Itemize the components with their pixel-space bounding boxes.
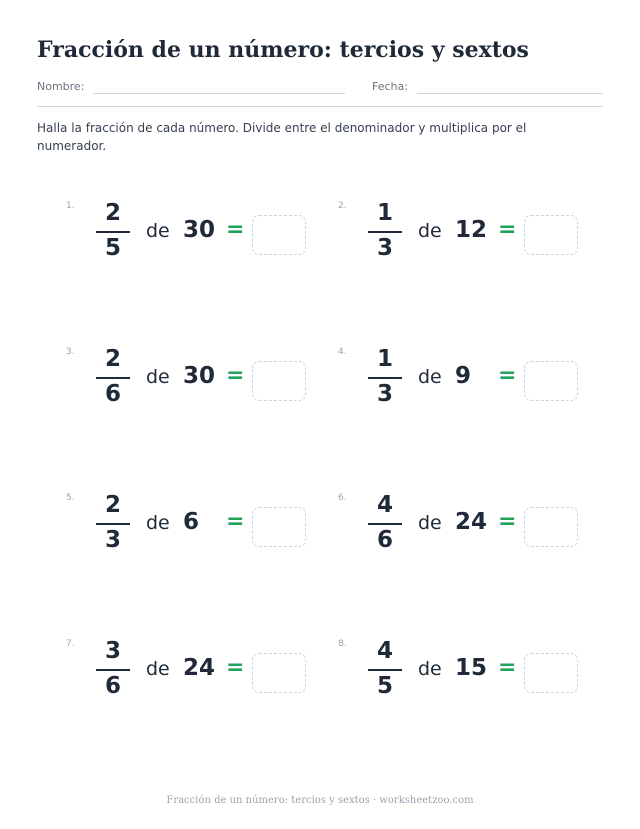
- equals-sign: =: [226, 655, 245, 680]
- problem-2: [338, 201, 598, 281]
- denominator: 6: [376, 527, 393, 553]
- numerator: 4: [376, 638, 393, 664]
- name-date-row: [37, 80, 603, 96]
- numerator: 3: [104, 638, 121, 664]
- fraction-bar: [368, 231, 402, 233]
- name-label: Nombre:: [37, 80, 85, 93]
- equals-sign: =: [498, 217, 517, 242]
- problem-7: [66, 639, 326, 719]
- denominator: 6: [104, 673, 121, 699]
- whole-number: 9: [455, 363, 472, 389]
- fraction-bar: [96, 523, 130, 525]
- problem-5: [66, 493, 326, 573]
- problem-6: [338, 493, 598, 573]
- whole-number: 12: [455, 217, 488, 243]
- answer-box[interactable]: [524, 361, 578, 401]
- fraction-bar: [96, 231, 130, 233]
- problem-number: 5.: [66, 493, 75, 503]
- denominator: 5: [376, 673, 393, 699]
- answer-box[interactable]: [252, 215, 306, 255]
- problem-number: 4.: [338, 347, 347, 357]
- whole-number: 30: [183, 363, 216, 389]
- problem-number: 2.: [338, 201, 347, 211]
- connector-de: de: [146, 658, 170, 680]
- equals-sign: =: [226, 363, 245, 388]
- problem-3: [66, 347, 326, 427]
- numerator: 2: [104, 346, 121, 372]
- fraction-bar: [368, 669, 402, 671]
- answer-box[interactable]: [524, 507, 578, 547]
- fraction-bar: [96, 377, 130, 379]
- fraction-bar: [96, 669, 130, 671]
- equals-sign: =: [226, 509, 245, 534]
- numerator: 1: [376, 346, 393, 372]
- whole-number: 24: [455, 509, 488, 535]
- connector-de: de: [418, 366, 442, 388]
- problem-4: [338, 347, 598, 427]
- answer-box[interactable]: [252, 361, 306, 401]
- connector-de: de: [418, 658, 442, 680]
- denominator: 3: [376, 381, 393, 407]
- answer-box[interactable]: [524, 215, 578, 255]
- numerator: 1: [376, 200, 393, 226]
- numerator: 2: [104, 492, 121, 518]
- numerator: 2: [104, 200, 121, 226]
- numerator: 4: [376, 492, 393, 518]
- problem-number: 7.: [66, 639, 75, 649]
- equals-sign: =: [498, 509, 517, 534]
- problem-number: 1.: [66, 201, 75, 211]
- fraction-bar: [368, 377, 402, 379]
- problem-number: 8.: [338, 639, 347, 649]
- header-divider: [37, 106, 603, 107]
- date-label: Fecha:: [372, 80, 408, 93]
- answer-box[interactable]: [524, 653, 578, 693]
- footer: Fracción de un número: tercios y sextos · worksheetzoo.com: [166, 795, 474, 806]
- denominator: 5: [104, 235, 121, 261]
- connector-de: de: [146, 512, 170, 534]
- connector-de: de: [146, 366, 170, 388]
- whole-number: 24: [183, 655, 216, 681]
- date-field[interactable]: [417, 93, 603, 94]
- denominator: 3: [104, 527, 121, 553]
- whole-number: 30: [183, 217, 216, 243]
- name-field[interactable]: [93, 93, 345, 94]
- connector-de: de: [418, 220, 442, 242]
- equals-sign: =: [226, 217, 245, 242]
- connector-de: de: [146, 220, 170, 242]
- whole-number: 15: [455, 655, 488, 681]
- whole-number: 6: [183, 509, 200, 535]
- instructions: Halla la fracción de cada número. Divide entre el denominador y multiplica por el numerador.: [37, 121, 527, 153]
- problem-number: 3.: [66, 347, 75, 357]
- problem-number: 6.: [338, 493, 347, 503]
- problem-8: [338, 639, 598, 719]
- answer-box[interactable]: [252, 507, 306, 547]
- equals-sign: =: [498, 363, 517, 388]
- connector-de: de: [418, 512, 442, 534]
- problem-1: [66, 201, 326, 281]
- worksheet-title: Fracción de un número: tercios y sextos: [37, 37, 529, 63]
- answer-box[interactable]: [252, 653, 306, 693]
- equals-sign: =: [498, 655, 517, 680]
- fraction-bar: [368, 523, 402, 525]
- denominator: 6: [104, 381, 121, 407]
- denominator: 3: [376, 235, 393, 261]
